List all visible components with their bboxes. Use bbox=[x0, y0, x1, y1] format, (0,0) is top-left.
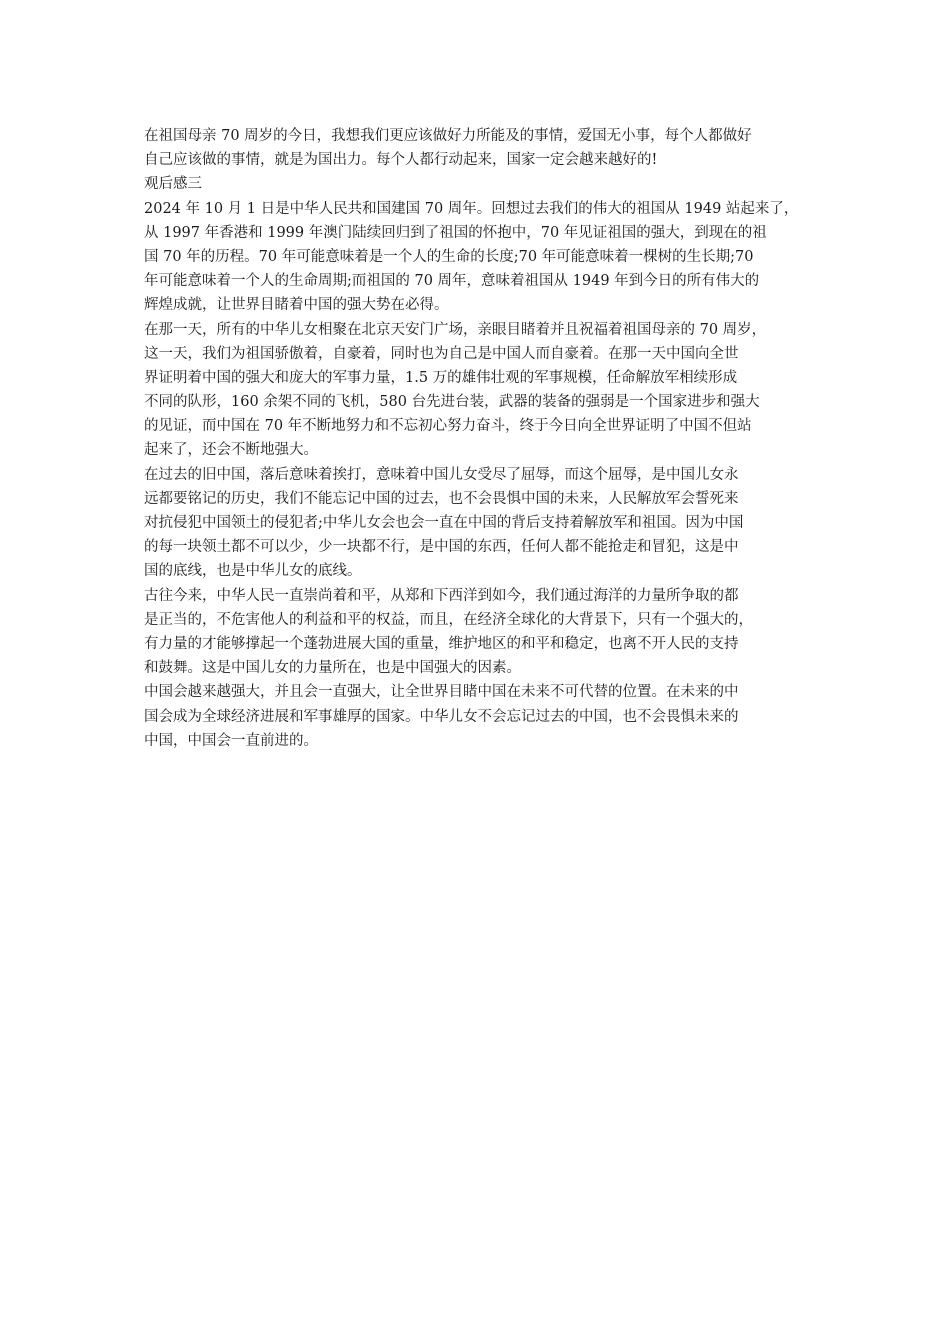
text-line: 从 1997 年香港和 1999 年澳门陆续回归到了祖国的怀抱中，70 年见证祖国的强大，到现在的祖 bbox=[144, 224, 767, 241]
text-line: 古往今来，中华人民一直崇尚着和平，从郑和下西洋到如今，我们通过海洋的力量所争取的都 bbox=[144, 587, 739, 604]
text-line: 在过去的旧中国，落后意味着挨打，意味着中国儿女受尽了屈辱，而这个屈辱，是中国儿女永 bbox=[144, 466, 739, 483]
text-line: 在祖国母亲 70 周岁的今日，我想我们更应该做好力所能及的事情，爱国无小事，每个人都做好 bbox=[144, 128, 752, 144]
text-line: 是正当的，不危害他人的利益和平的权益，而且，在经济全球化的大背景下，只有一个强大的， bbox=[144, 611, 753, 628]
text-line: 国的底线，也是中华儿女的底线。 bbox=[144, 563, 362, 580]
text-line: 不同的队形，160 余架不同的飞机，580 台先进台装，武器的装备的强弱是一个国家进步和强大 bbox=[144, 394, 760, 411]
text-line: 国会成为全球经济进展和军事雄厚的国家。中华儿女不会忘记过去的中国，也不会畏惧未来的 bbox=[144, 708, 739, 725]
text-line: 在那一天，所有的中华儿女相聚在北京天安门广场，亲眼目睹着并且祝福着祖国母亲的 70 周岁， bbox=[144, 321, 767, 338]
text-line: 年可能意味着一个人的生命周期;而祖国的 70 周年，意味着祖国从 1949 年到今日的所有伟大的 bbox=[144, 273, 760, 290]
text-line: 有力量的才能够撑起一个蓬勃进展大国的重量，维护地区的和平和稳定，也离不开人民的支持 bbox=[144, 635, 739, 652]
text-line: 辉煌成就，让世界目睹着中国的强大势在必得。 bbox=[144, 297, 449, 314]
text-line: 的每一块领土都不可以少，少一块都不行，是中国的东西，任何人都不能抢走和冒犯，这是中 bbox=[144, 539, 739, 556]
text-line: 对抗侵犯中国领土的侵犯者;中华儿女会也会一直在中国的背后支持着解放军和祖国。因为中国 bbox=[144, 515, 744, 531]
text-line: 和鼓舞。这是中国儿女的力量所在，也是中国强大的因素。 bbox=[144, 660, 521, 677]
text-line: 2024 年 10 月 1 日是中华人民共和国建国 70 周年。回想过去我们的伟大的祖国从 1949 站起来了， bbox=[144, 200, 799, 217]
text-line: 远都要铭记的历史，我们不能忘记中国的过去，也不会畏惧中国的未来，人民解放军会誓死来 bbox=[144, 490, 739, 507]
text-line: 中国会越来越强大，并且会一直强大，让全世界目睹中国在未来不可代替的位置。在未来的中 bbox=[144, 684, 739, 701]
text-line: 自己应该做的事情，就是为国出力。每个人都行动起来，国家一定会越来越好的! bbox=[144, 152, 658, 169]
text-line: 的见证，而中国在 70 年不断地努力和不忘初心努力奋斗，终于今日向全世界证明了中国不但站 bbox=[144, 418, 752, 435]
text-line: 中国，中国会一直前进的。 bbox=[144, 732, 318, 749]
document-body bbox=[144, 124, 809, 753]
text-line: 起来了，还会不断地强大。 bbox=[144, 442, 318, 459]
text-line: 国 70 年的历程。70 年可能意味着是一个人的生命的长度;70 年可能意味着一棵树的生长期;70 bbox=[144, 248, 754, 265]
text-line: 界证明着中国的强大和庞大的军事力量，1.5 万的雄伟壮观的军事规模，任命解放军相续形成 bbox=[144, 369, 738, 386]
section-heading: 观后感三 bbox=[144, 176, 202, 193]
text-line: 这一天，我们为祖国骄傲着，自豪着，同时也为自己是中国人而自豪着。在那一天中国向全世 bbox=[144, 345, 739, 362]
